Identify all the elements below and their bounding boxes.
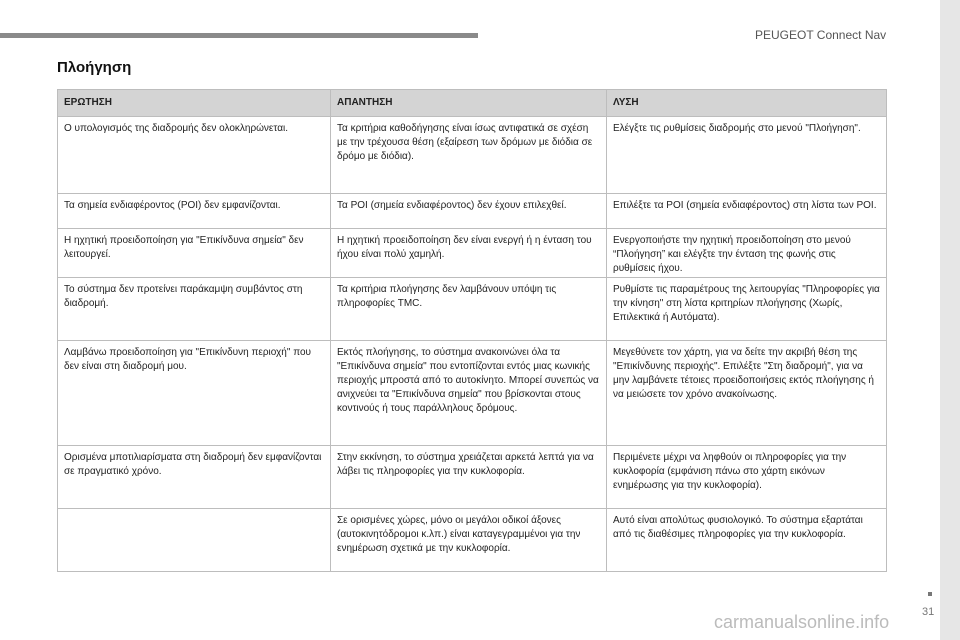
- header-question: ΕΡΩΤΗΣΗ: [58, 90, 331, 117]
- header-answer: ΑΠΑΝΤΗΣΗ: [331, 90, 607, 117]
- question-cell: Η ηχητική προειδοποίηση για "Επικίνδυνα σημεία" δεν λειτουργεί.: [58, 229, 331, 278]
- page-number: 31: [922, 606, 935, 618]
- solution-cell: Ενεργοποιήστε την ηχητική προειδοποίηση στο μενού “Πλοήγηση” και ελέγξτε την ένταση της φωνής στις ρυθμίσεις ήχου.: [607, 229, 887, 278]
- solution-cell: Ελέγξτε τις ρυθμίσεις διαδρομής στο μενού "Πλοήγηση".: [607, 117, 887, 194]
- answer-cell: Τα κριτήρια καθοδήγησης είναι ίσως αντιφατικά σε σχέση με την τρέχουσα θέση (εξαίρεση των δρόμων με διόδια σε δρόμο με διόδια).: [331, 117, 607, 194]
- table-row: [58, 446, 887, 509]
- table-row: [58, 341, 887, 446]
- table-row: [58, 278, 887, 341]
- page-edge-band: [940, 0, 960, 640]
- table-row: [58, 509, 887, 572]
- answer-cell: Η ηχητική προειδοποίηση δεν είναι ενεργή ή η ένταση του ήχου είναι πολύ χαμηλή.: [331, 229, 607, 278]
- header-rule: [0, 33, 478, 38]
- footer-square-icon: [928, 592, 932, 596]
- question-cell: Το σύστημα δεν προτείνει παράκαμψη συμβάντος στη διαδρομή.: [58, 278, 331, 341]
- table-row: [58, 194, 887, 229]
- table-header-row: [58, 90, 887, 117]
- solution-cell: Επιλέξτε τα POI (σημεία ενδιαφέροντος) στη λίστα των POI.: [607, 194, 887, 229]
- solution-cell: Ρυθμίστε τις παραμέτρους της λειτουργίας "Πληροφορίες για την κίνηση" στη λίστα κριτηρίων πλοήγησης (Χωρίς, Επιλεκτικά ή Αυτόματα).: [607, 278, 887, 341]
- answer-cell: Εκτός πλοήγησης, το σύστημα ανακοινώνει όλα τα "Επικίνδυνα σημεία" που εντοπίζονται εντός μιας κωνικής περιοχής μπροστά από το αυτοκίνητο. Μπορεί συνεπώς να ανιχνεύει τα "Επικίνδυνα σημεία" που βρίσκονται στους κοντινούς ή τους παράλληλους δρόμους.: [331, 341, 607, 446]
- header-solution: ΛΥΣΗ: [607, 90, 887, 117]
- faq-table: [57, 89, 887, 572]
- solution-cell: Περιμένετε μέχρι να ληφθούν οι πληροφορίες για την κυκλοφορία (εμφάνιση πάνω στο χάρτη εικόνων ενημέρωσης για την κυκλοφορία).: [607, 446, 887, 509]
- solution-cell: Αυτό είναι απολύτως φυσιολογικό. Το σύστημα εξαρτάται από τις διαθέσιμες πληροφορίες για την κυκλοφορία.: [607, 509, 887, 572]
- question-cell: Τα σημεία ενδιαφέροντος (POI) δεν εμφανίζονται.: [58, 194, 331, 229]
- answer-cell: Στην εκκίνηση, το σύστημα χρειάζεται αρκετά λεπτά για να λάβει τις πληροφορίες για την κυκλοφορία.: [331, 446, 607, 509]
- answer-cell: Τα κριτήρια πλοήγησης δεν λαμβάνουν υπόψη τις πληροφορίες TMC.: [331, 278, 607, 341]
- question-cell-empty: [58, 509, 331, 572]
- solution-cell: Μεγεθύνετε τον χάρτη, για να δείτε την ακριβή θέση της "Επικίνδυνης περιοχής". Επιλέξτε "Στη διαδρομή", για να μην λαμβάνετε τέτοιες προειδοποιήσεις εκτός πλοήγησης ή να μειώσετε τον χρόνο ανακοίνωσης.: [607, 341, 887, 446]
- watermark: carmanualsonline.info: [714, 612, 890, 632]
- section-title: Πλοήγηση: [57, 59, 132, 76]
- table-row: [58, 229, 887, 278]
- question-cell: Λαμβάνω προειδοποίηση για "Επικίνδυνη περιοχή" που δεν είναι στη διαδρομή μου.: [58, 341, 331, 446]
- answer-cell: Τα POI (σημεία ενδιαφέροντος) δεν έχουν επιλεχθεί.: [331, 194, 607, 229]
- question-cell: Ορισμένα μποτιλιαρίσματα στη διαδρομή δεν εμφανίζονται σε πραγματικό χρόνο.: [58, 446, 331, 509]
- header-title: PEUGEOT Connect Nav: [755, 28, 887, 42]
- answer-cell: Σε ορισμένες χώρες, μόνο οι μεγάλοι οδικοί άξονες (αυτοκινητόδρομοι κ.λπ.) είναι καταγεγραμμένοι για την ενημέρωση σχετικά με την κυκλοφορία.: [331, 509, 607, 572]
- question-cell: Ο υπολογισμός της διαδρομής δεν ολοκληρώνεται.: [58, 117, 331, 194]
- table-row: [58, 117, 887, 194]
